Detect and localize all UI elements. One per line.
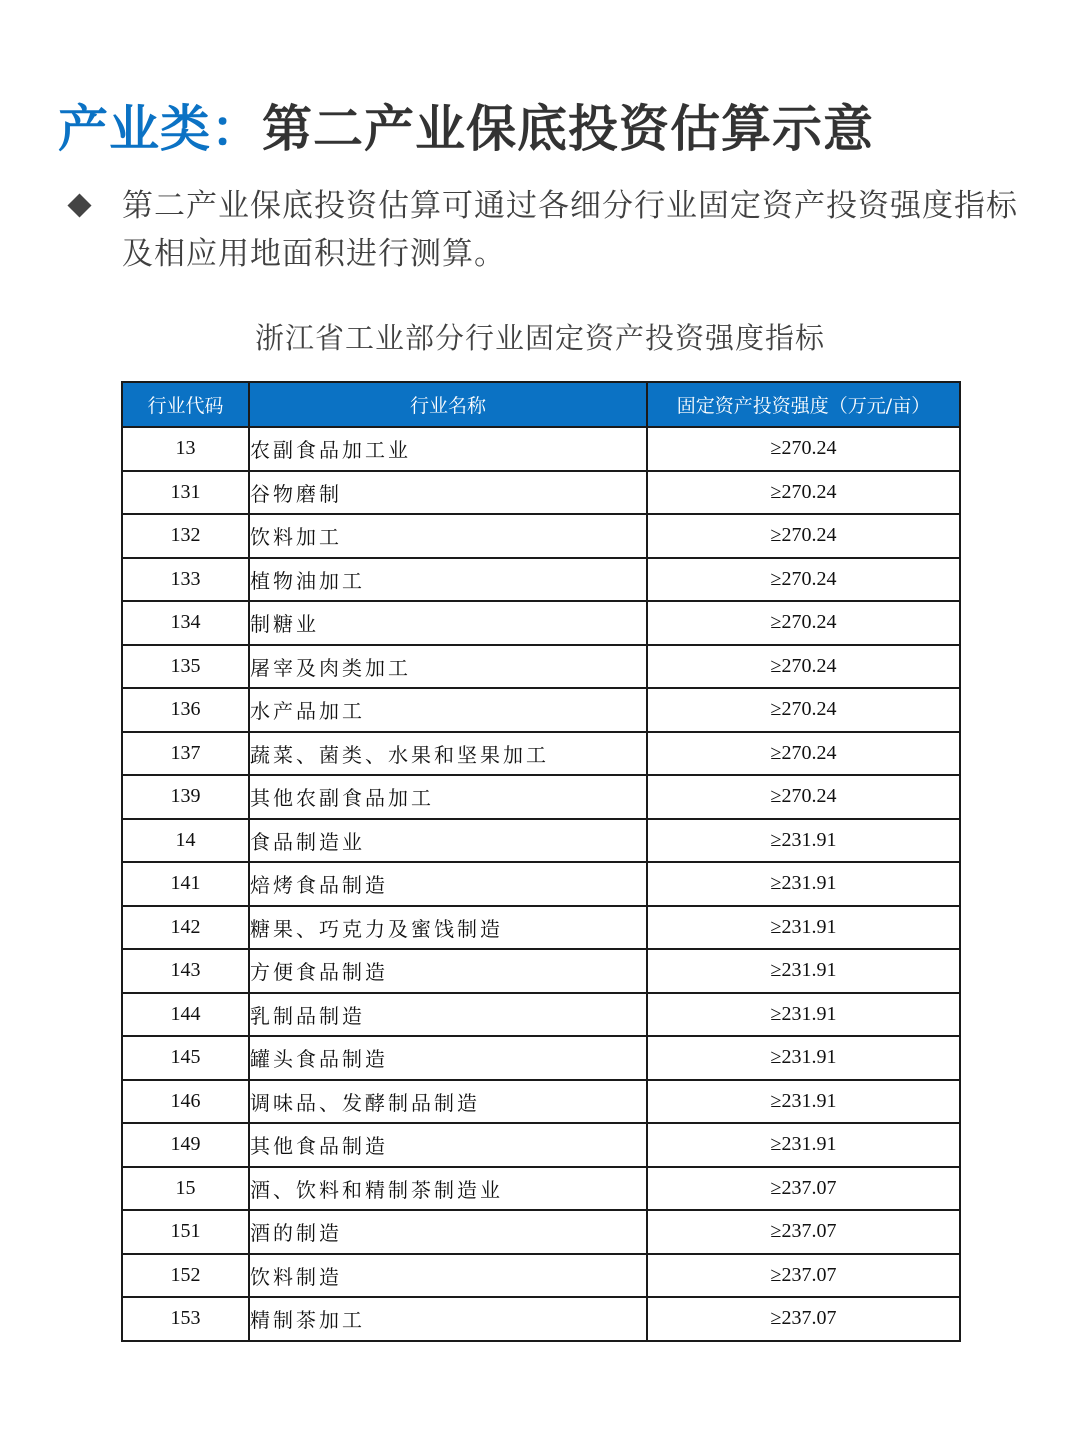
industry-name-cell: 调味品、发酵制品制造 — [249, 1080, 647, 1124]
industry-name-cell: 酒的制造 — [249, 1210, 647, 1254]
industry-name-cell: 植物油加工 — [249, 558, 647, 602]
industry-code-cell: 135 — [122, 645, 249, 689]
investment-intensity-cell: ≥270.24 — [647, 732, 960, 776]
industry-name-cell: 乳制品制造 — [249, 993, 647, 1037]
table-row — [122, 1210, 960, 1254]
heading-title: 第二产业保底投资估算示意 — [262, 100, 874, 158]
investment-intensity-cell: ≥231.91 — [647, 1036, 960, 1080]
industry-name-cell: 谷物磨制 — [249, 471, 647, 515]
table-row — [122, 471, 960, 515]
table-row — [122, 427, 960, 471]
industry-name-cell: 糖果、巧克力及蜜饯制造 — [249, 906, 647, 950]
industry-name-cell: 屠宰及肉类加工 — [249, 645, 647, 689]
page-heading — [58, 94, 874, 164]
table-row — [122, 1254, 960, 1298]
table-row — [122, 1036, 960, 1080]
industry-code-cell: 137 — [122, 732, 249, 776]
heading-category: 产业类： — [58, 100, 262, 158]
industry-name-cell: 酒、饮料和精制茶制造业 — [249, 1167, 647, 1211]
table-row — [122, 1167, 960, 1211]
industry-code-cell: 143 — [122, 949, 249, 993]
industry-code-cell: 15 — [122, 1167, 249, 1211]
table-row — [122, 558, 960, 602]
diamond-bullet-icon — [68, 194, 92, 218]
industry-code-cell: 132 — [122, 514, 249, 558]
investment-intensity-cell: ≥231.91 — [647, 906, 960, 950]
investment-intensity-cell: ≥270.24 — [647, 775, 960, 819]
industry-name-cell: 罐头食品制造 — [249, 1036, 647, 1080]
investment-intensity-cell: ≥270.24 — [647, 427, 960, 471]
industry-name-cell: 食品制造业 — [249, 819, 647, 863]
table-row — [122, 601, 960, 645]
industry-code-cell: 153 — [122, 1297, 249, 1341]
industry-code-cell: 149 — [122, 1123, 249, 1167]
bullet-text: 第二产业保底投资估算可通过各细分行业固定资产投资强度指标及相应用地面积进行测算。 — [122, 188, 1018, 272]
industry-name-cell: 农副食品加工业 — [249, 427, 647, 471]
industry-code-cell: 152 — [122, 1254, 249, 1298]
industry-name-cell: 其他农副食品加工 — [249, 775, 647, 819]
investment-intensity-cell: ≥270.24 — [647, 471, 960, 515]
investment-intensity-cell: ≥237.07 — [647, 1167, 960, 1211]
industry-name-cell: 方便食品制造 — [249, 949, 647, 993]
industry-name-cell: 精制茶加工 — [249, 1297, 647, 1341]
investment-intensity-cell: ≥231.91 — [647, 949, 960, 993]
investment-intensity-cell: ≥231.91 — [647, 1080, 960, 1124]
industry-code-cell: 142 — [122, 906, 249, 950]
industry-code-cell: 144 — [122, 993, 249, 1037]
header-industry-name: 行业名称 — [249, 382, 647, 427]
table-title: 浙江省工业部分行业固定资产投资强度指标 — [254, 321, 825, 355]
industry-code-cell: 139 — [122, 775, 249, 819]
bullet-point — [62, 182, 1022, 278]
table-row — [122, 1080, 960, 1124]
investment-intensity-cell: ≥270.24 — [647, 688, 960, 732]
table-row — [122, 645, 960, 689]
industry-code-cell: 151 — [122, 1210, 249, 1254]
investment-intensity-cell: ≥270.24 — [647, 601, 960, 645]
investment-intensity-cell: ≥231.91 — [647, 862, 960, 906]
table-row — [122, 732, 960, 776]
industry-name-cell: 其他食品制造 — [249, 1123, 647, 1167]
investment-intensity-cell: ≥270.24 — [647, 645, 960, 689]
table-row — [122, 688, 960, 732]
table-row — [122, 862, 960, 906]
investment-intensity-cell: ≥231.91 — [647, 819, 960, 863]
industry-code-cell: 136 — [122, 688, 249, 732]
header-industry-code: 行业代码 — [122, 382, 249, 427]
investment-intensity-cell: ≥237.07 — [647, 1210, 960, 1254]
table-row — [122, 993, 960, 1037]
header-investment-intensity: 固定资产投资强度（万元/亩） — [647, 382, 960, 427]
industry-code-cell: 134 — [122, 601, 249, 645]
industry-name-cell: 饮料制造 — [249, 1254, 647, 1298]
investment-intensity-cell: ≥270.24 — [647, 558, 960, 602]
industry-code-cell: 145 — [122, 1036, 249, 1080]
industry-name-cell: 饮料加工 — [249, 514, 647, 558]
industry-name-cell: 蔬菜、菌类、水果和坚果加工 — [249, 732, 647, 776]
investment-intensity-cell: ≥231.91 — [647, 1123, 960, 1167]
table-row — [122, 514, 960, 558]
table-row — [122, 775, 960, 819]
industry-code-cell: 131 — [122, 471, 249, 515]
table-body — [122, 427, 960, 1341]
industry-name-cell: 水产品加工 — [249, 688, 647, 732]
investment-intensity-cell: ≥237.07 — [647, 1254, 960, 1298]
industry-code-cell: 146 — [122, 1080, 249, 1124]
industry-code-cell: 133 — [122, 558, 249, 602]
table-row — [122, 1297, 960, 1341]
industry-code-cell: 141 — [122, 862, 249, 906]
table-row — [122, 949, 960, 993]
table-row — [122, 1123, 960, 1167]
table-row — [122, 906, 960, 950]
investment-intensity-table — [121, 381, 961, 1342]
investment-intensity-cell: ≥231.91 — [647, 993, 960, 1037]
table-header-row — [122, 382, 960, 427]
industry-code-cell: 14 — [122, 819, 249, 863]
investment-intensity-cell: ≥270.24 — [647, 514, 960, 558]
industry-name-cell: 制糖业 — [249, 601, 647, 645]
table-row — [122, 819, 960, 863]
industry-code-cell: 13 — [122, 427, 249, 471]
industry-name-cell: 焙烤食品制造 — [249, 862, 647, 906]
investment-intensity-cell: ≥237.07 — [647, 1297, 960, 1341]
